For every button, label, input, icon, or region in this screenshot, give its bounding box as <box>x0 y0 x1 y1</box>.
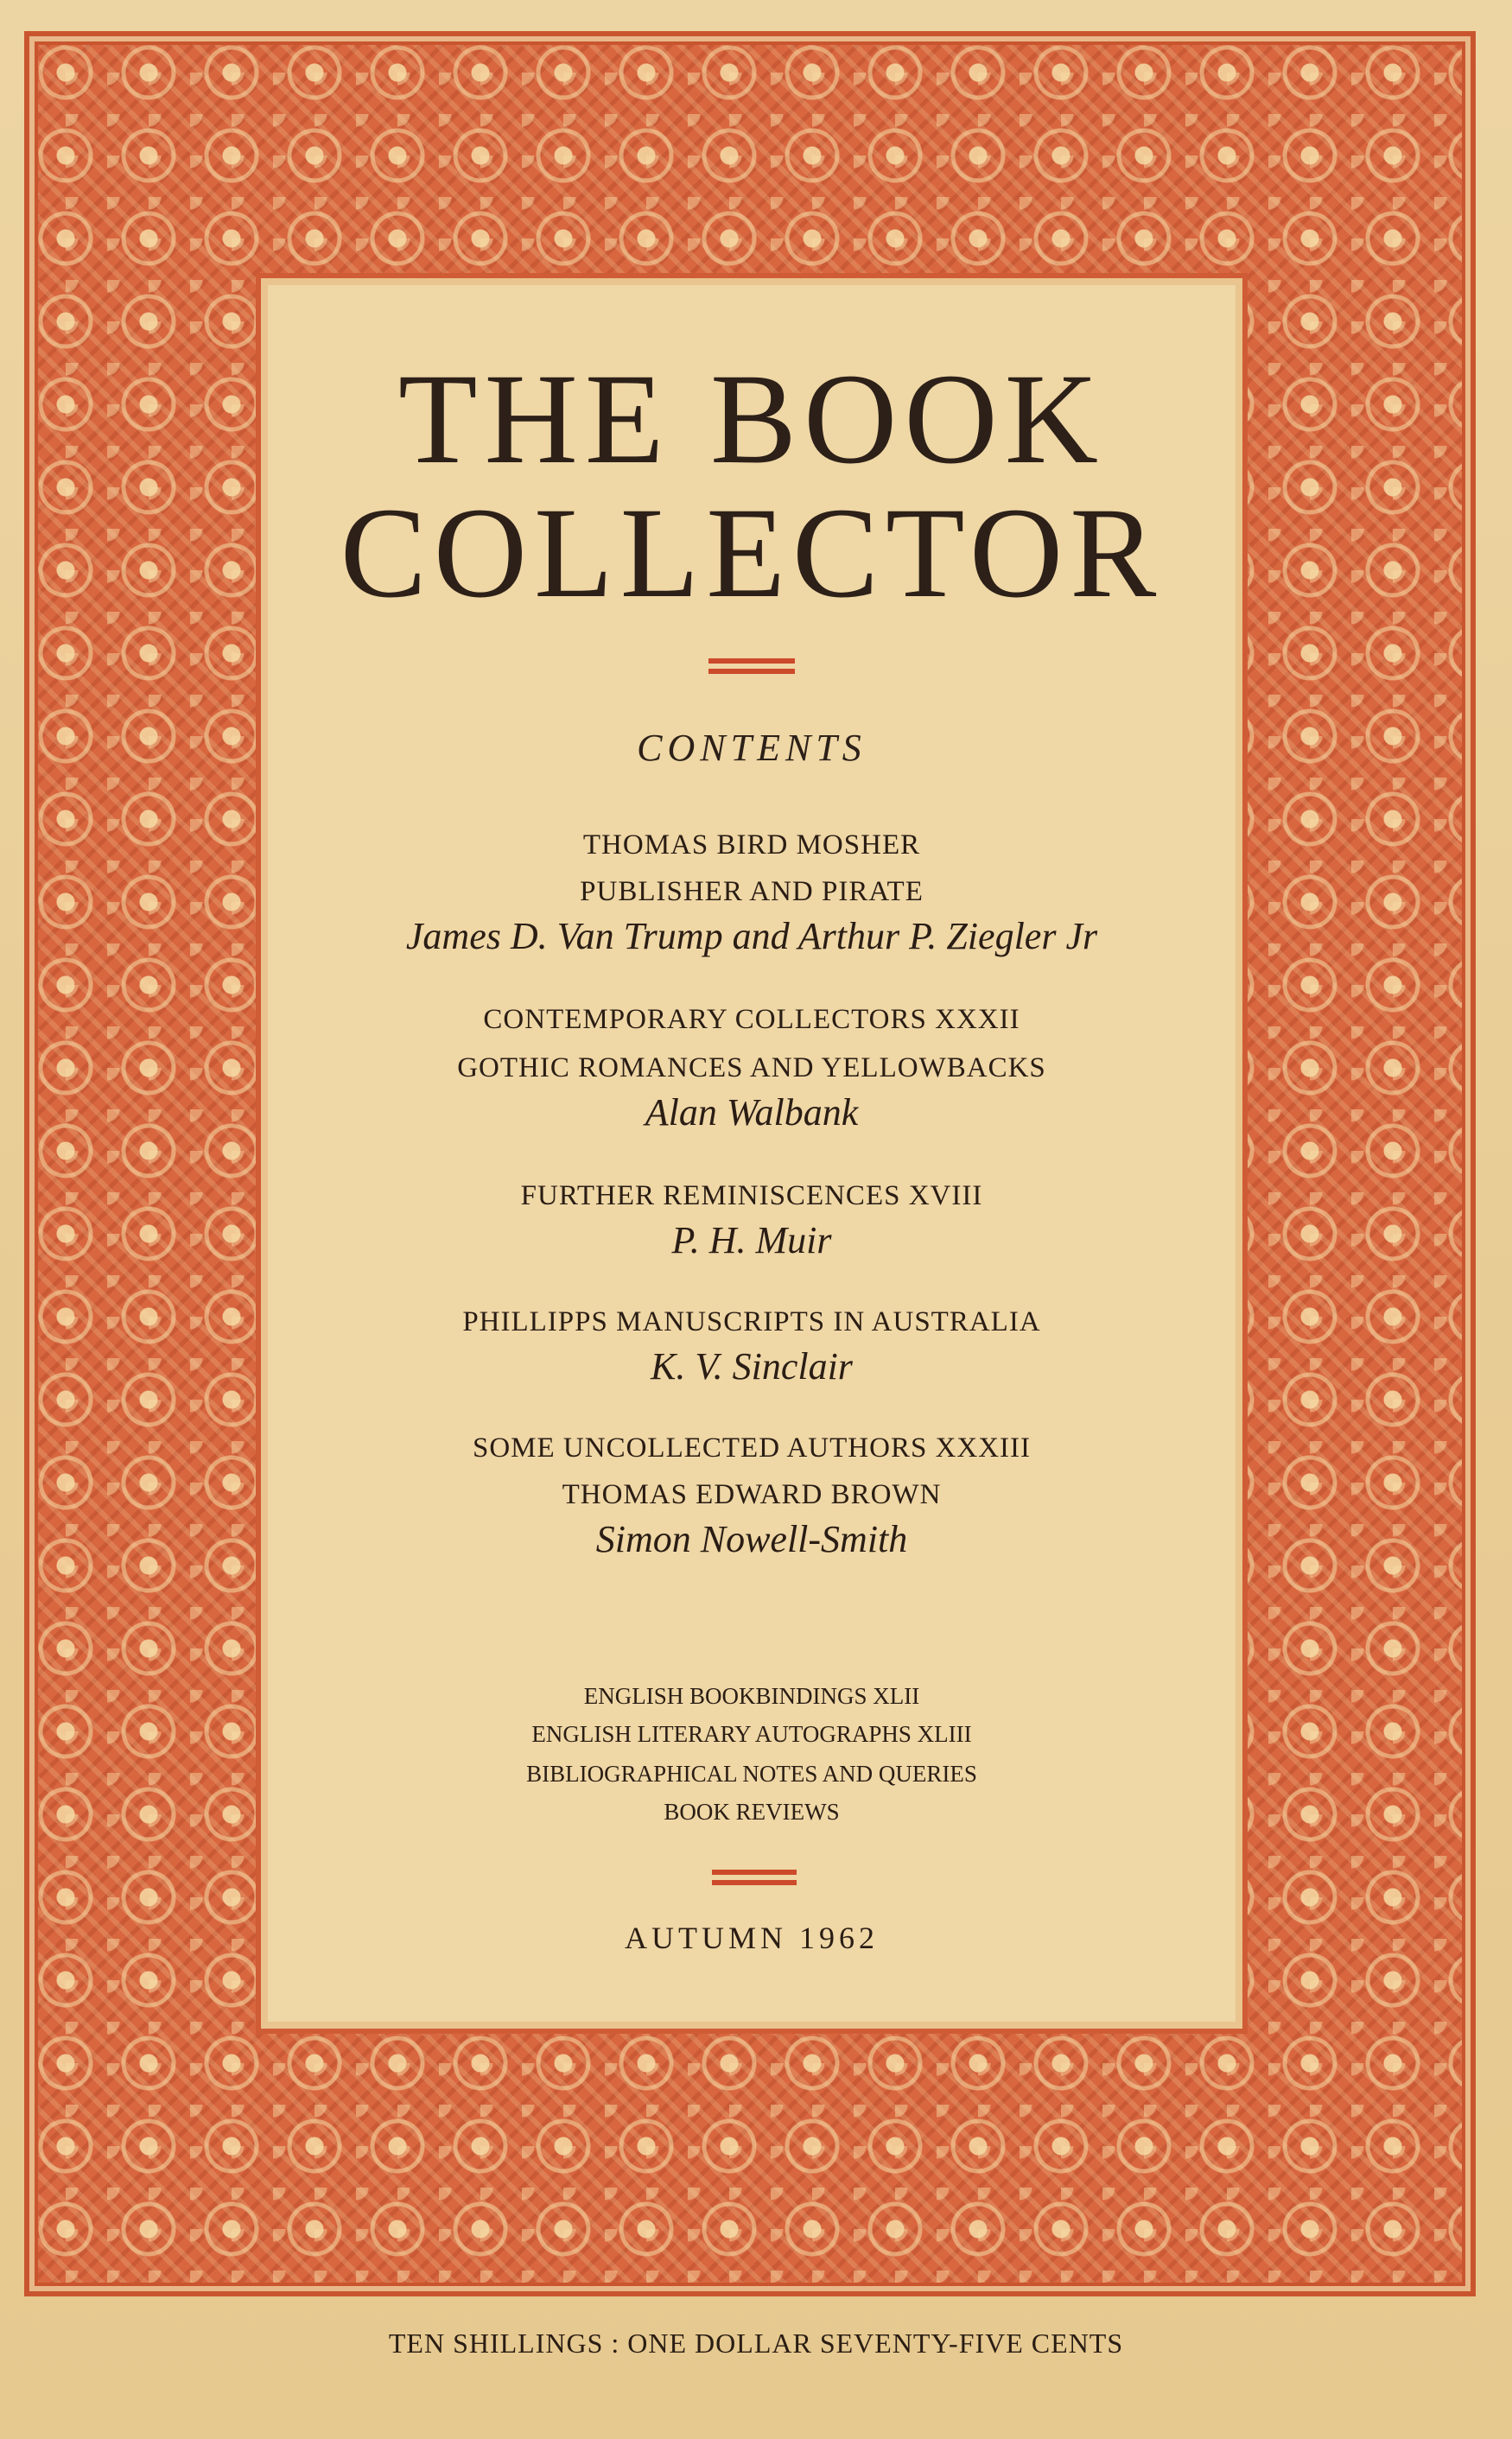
rule-bar <box>708 669 795 674</box>
article-title-line: PUBLISHER AND PIRATE <box>580 876 924 907</box>
article-title-line: SOME UNCOLLECTED AUTHORS XXXIII <box>472 1432 1032 1464</box>
rule-bar <box>712 1880 797 1885</box>
article-title-line: PHILLIPPS MANUSCRIPTS IN AUSTRALIA <box>462 1306 1041 1337</box>
feature-item: BOOK REVIEWS <box>664 1799 840 1825</box>
article-author: P. H. Muir <box>671 1219 832 1261</box>
divider-rule-top <box>708 658 795 677</box>
divider-rule-bottom <box>712 1870 797 1889</box>
feature-item: ENGLISH BOOKBINDINGS XLII <box>583 1683 920 1709</box>
article-title-line: GOTHIC ROMANCES AND YELLOWBACKS <box>457 1052 1046 1083</box>
title-line-1: THE BOOK <box>397 347 1106 491</box>
price-line: TEN SHILLINGS : ONE DOLLAR SEVENTY-FIVE CENTS <box>388 2328 1124 2359</box>
feature-item: ENGLISH LITERARY AUTOGRAPHS XLIII <box>531 1721 972 1747</box>
feature-item: BIBLIOGRAPHICAL NOTES AND QUERIES <box>526 1761 977 1787</box>
article-title-line: CONTEMPORARY COLLECTORS XXXII <box>483 1004 1020 1035</box>
rule-bar <box>708 658 795 664</box>
contents-heading: CONTENTS <box>637 727 867 769</box>
article-title-line: THOMAS BIRD MOSHER <box>582 829 921 861</box>
rule-bar <box>712 1870 797 1875</box>
article-author: James D. Van Trump and Arthur P. Ziegler Jr <box>405 915 1098 957</box>
article-title-line: THOMAS EDWARD BROWN <box>562 1479 942 1510</box>
article-author: K. V. Sinclair <box>651 1345 853 1388</box>
article-author: Alan Walbank <box>645 1091 859 1134</box>
issue-date: AUTUMN 1962 <box>625 1921 879 1955</box>
title-line-2: COLLECTOR <box>340 481 1164 625</box>
article-author: Simon Nowell-Smith <box>595 1518 908 1560</box>
article-title-line: FURTHER REMINISCENCES XVIII <box>520 1180 983 1211</box>
